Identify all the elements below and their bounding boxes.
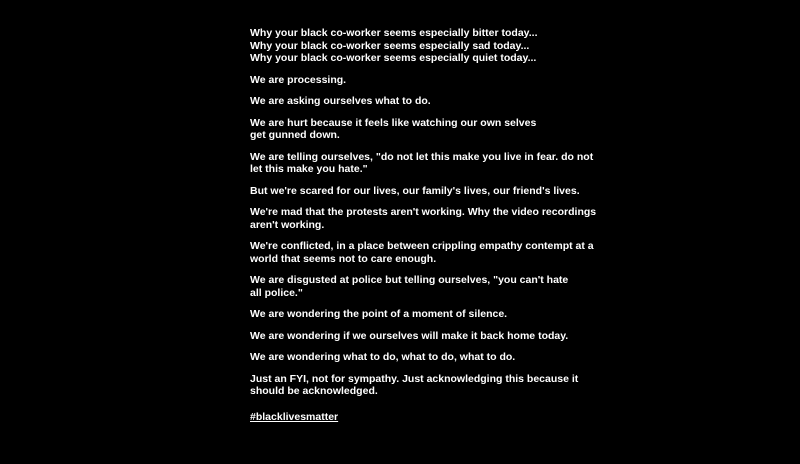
- text-line: Why your black co-worker seems especially bitter today...: [250, 27, 538, 39]
- text-line: Why your black co-worker seems especially quiet today...: [250, 52, 537, 64]
- paragraph-coworker-intro: [250, 27, 570, 65]
- post-text: [250, 27, 597, 425]
- paragraph-fyi: [250, 372, 579, 398]
- paragraph-disgusted: [250, 274, 570, 299]
- text-line: We are processing.: [250, 73, 347, 86]
- text-line: Why your black co-worker seems especially sad today...: [250, 39, 530, 52]
- text-line: But we're scared for our lives, our family's lives, our friend's lives.: [250, 184, 580, 197]
- text-line: We are telling ourselves, "do not let this make you live in fear. do not: [250, 150, 594, 163]
- paragraph-asking: [250, 95, 570, 108]
- text-line: let this make you hate.": [250, 163, 368, 175]
- paragraph-silence: [250, 308, 570, 321]
- text-line: We're mad that the protests aren't working. Why the video recordings: [250, 206, 597, 218]
- text-line: should be acknowledged.: [250, 385, 378, 397]
- text-line: We are wondering the point of a moment of silence.: [250, 308, 508, 320]
- paragraph-hurt: [250, 117, 570, 142]
- text-line: get gunned down.: [250, 129, 340, 141]
- paragraph-scared: [250, 184, 580, 198]
- hashtag-link[interactable]: #blacklivesmatter: [250, 410, 339, 423]
- text-line: world that seems not to care enough.: [250, 252, 437, 265]
- text-line: aren't working.: [250, 218, 325, 231]
- text-line: We are hurt because it feels like watching our own selves: [250, 116, 537, 129]
- text-line: We are asking ourselves what to do.: [250, 95, 431, 107]
- text-line: all police.": [250, 286, 303, 299]
- paragraph-mad: [250, 206, 597, 231]
- text-line: We're conflicted, in a place between crippling empathy contempt at a: [250, 240, 594, 252]
- text-line: We are disgusted at police but telling ourselves, "you can't hate: [250, 274, 569, 286]
- paragraph-processing: [250, 74, 570, 87]
- paragraph-conflicted: [250, 240, 594, 265]
- paragraph-home: [250, 330, 570, 343]
- text-line: Just an FYI, not for sympathy. Just acknowledging this because it: [250, 372, 579, 385]
- paragraph-telling: [250, 150, 594, 176]
- paragraph-what-to-do: [250, 351, 570, 364]
- text-line: We are wondering what to do, what to do, what to do.: [250, 351, 516, 363]
- text-line: We are wondering if we ourselves will make it back home today.: [250, 329, 569, 342]
